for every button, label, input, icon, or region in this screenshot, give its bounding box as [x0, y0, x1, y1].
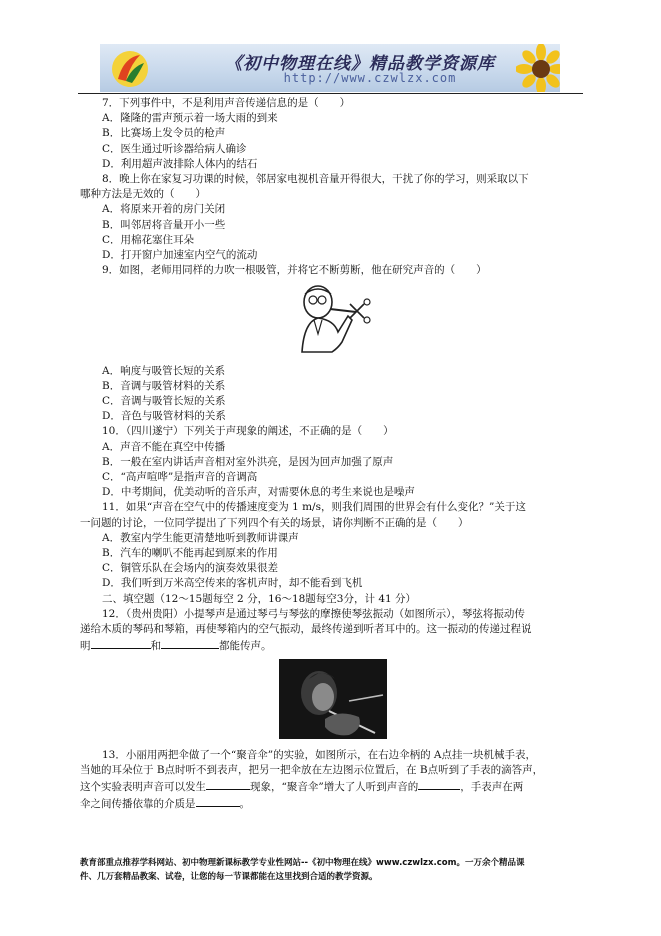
footer-line2: 件、几万套精品教案、试卷，让您的每一节课都能在这里找到合适的教学资源。 — [80, 872, 378, 882]
q7-option-b: B．比赛场上发令员的枪声 — [102, 127, 226, 140]
q8-stem-line2: 哪种方法是无效的（ ） — [80, 188, 206, 201]
q11-option-a: A．教室内学生能更清楚地听到教师讲课声 — [102, 531, 299, 544]
q13-line4-a: 伞之间传播依靠的介质是 — [80, 798, 196, 811]
q8-option-d: D．打开窗户加速室内空气的流动 — [102, 249, 258, 262]
site-logo-icon — [110, 49, 150, 89]
q10-option-b: B．一般在室内讲话声音相对室外洪亮，是因为回声加强了原声 — [102, 455, 394, 468]
page-footer — [80, 856, 585, 884]
q13-line4 — [80, 795, 585, 812]
q13-line3-c: ，手表声在两 — [460, 781, 524, 794]
q8-option-a: A．将原来开着的房门关闭 — [102, 203, 226, 216]
q12-blank-2[interactable] — [161, 637, 219, 649]
q10-option-d: D．中考期间，优美动听的音乐声，对需要休息的考生来说也是噪声 — [102, 486, 415, 499]
teacher-blowing-straw-figure — [288, 282, 378, 354]
q13-blank-1[interactable] — [206, 778, 250, 790]
site-url[interactable]: http://www.czwlzx.com — [283, 71, 457, 85]
q13-line4-b: 。 — [239, 798, 250, 811]
q8-option-c: C．用棉花塞住耳朵 — [102, 233, 195, 246]
q9-option-b: B．音调与吸管材料的关系 — [102, 379, 226, 392]
header-rule — [78, 93, 583, 94]
q7-stem: 7．下列事件中，不是利用声音传递信息的是（ ） — [102, 97, 351, 109]
header-banner — [100, 44, 560, 92]
section2-heading: 二、填空题（12～15题每空 2 分，16～18题每空3分，计 41 分） — [102, 592, 417, 605]
q12-blank-1[interactable] — [91, 637, 151, 649]
q12-line1: 12．（贵州贵阳）小提琴声是通过琴弓与琴弦的摩擦使琴弦振动（如图所示），琴弦将振动传 — [102, 607, 525, 620]
q9-option-c: C．音调与吸管长短的关系 — [102, 395, 226, 408]
q11-option-c: C．铜管乐队在会场内的演奏效果很差 — [102, 562, 279, 575]
q13-line1: 13．小丽用两把伞做了一个“聚音伞”的实验，如图所示，在右边伞柄的 A点挂一块机械手表， — [102, 748, 537, 761]
q10-option-a: A．声音不能在真空中传播 — [102, 440, 226, 453]
q10-option-c: C．“高声喧哗”是指声音的音调高 — [102, 471, 258, 484]
q9-option-d: D．音色与吸管材料的关系 — [102, 410, 226, 423]
site-title: 《初中物理在线》精品教学资源库 — [225, 54, 495, 74]
q12-figure — [80, 659, 585, 744]
footer-line1: 教育部重点推荐学科网站、初中物理新课标教学专业性网站--《初中物理在线》www.czwlzx.com。一万余个精品课 — [80, 858, 525, 868]
q13-line3 — [80, 778, 585, 795]
q7-option-a: A．隆隆的雷声预示着一场大雨的到来 — [102, 112, 278, 125]
q9-stem: 9．如图，老师用同样的力吹一根吸管，并将它不断剪断，他在研究声音的（ ） — [102, 264, 487, 277]
q12-line2: 递给木质的琴码和琴箱，再使琴箱内的空气振动，最终传递到听者耳中的。这一振动的传递过程说 — [80, 623, 532, 636]
q13-blank-3[interactable] — [196, 795, 240, 807]
q11-option-d: D．我们听到万米高空传来的客机声时，却不能看到飞机 — [102, 577, 363, 590]
q10-stem: 10．（四川遂宁）下列关于声现象的阐述，不正确的是（ ） — [102, 425, 394, 438]
q7-option-c: C．医生通过听诊器给病人确诊 — [102, 142, 247, 155]
q9-figure — [80, 282, 585, 359]
q8-option-b: B．叫邻居将音量开小一些 — [102, 218, 226, 231]
q11-stem-line2: 一问题的讨论，一位同学提出了下列四个有关的场景，请你判断不正确的是（ ） — [80, 516, 469, 529]
q13-line2: 当她的耳朵位于 B点时听不到表声，把另一把伞放在左边图示位置后，在 B点听到了手表的滴答声， — [80, 763, 544, 776]
sunflower-icon — [516, 44, 560, 92]
q12-line3-a: 明 — [80, 640, 91, 653]
q11-option-b: B．汽车的喇叭不能再起到原来的作用 — [102, 547, 278, 560]
q7-option-d: D．利用超声波排除人体内的结石 — [102, 157, 258, 170]
q12-line3 — [80, 637, 585, 654]
q13-line3-b: 现象，“聚音伞”增大了人听到声音的 — [250, 781, 419, 794]
q13-blank-2[interactable] — [418, 778, 460, 790]
q8-stem-line1: 8．晚上你在家复习功课的时候，邻居家电视机音量开得很大，干扰了你的学习，则采取以下 — [102, 173, 529, 186]
document-body — [80, 96, 585, 813]
q12-line3-b: 和 — [150, 640, 161, 653]
q13-line3-a: 这个实验表明声音可以发生 — [80, 781, 206, 794]
q12-line3-c: 都能传声。 — [219, 640, 272, 653]
q9-option-a: A．响度与吸管长短的关系 — [102, 364, 226, 377]
q11-stem-line1: 11．如果“声音在空气中的传播速度变为 1 m/s，则我们周围的世界会有什么变化？”关于这 — [102, 501, 526, 514]
violin-player-photo — [279, 659, 387, 739]
